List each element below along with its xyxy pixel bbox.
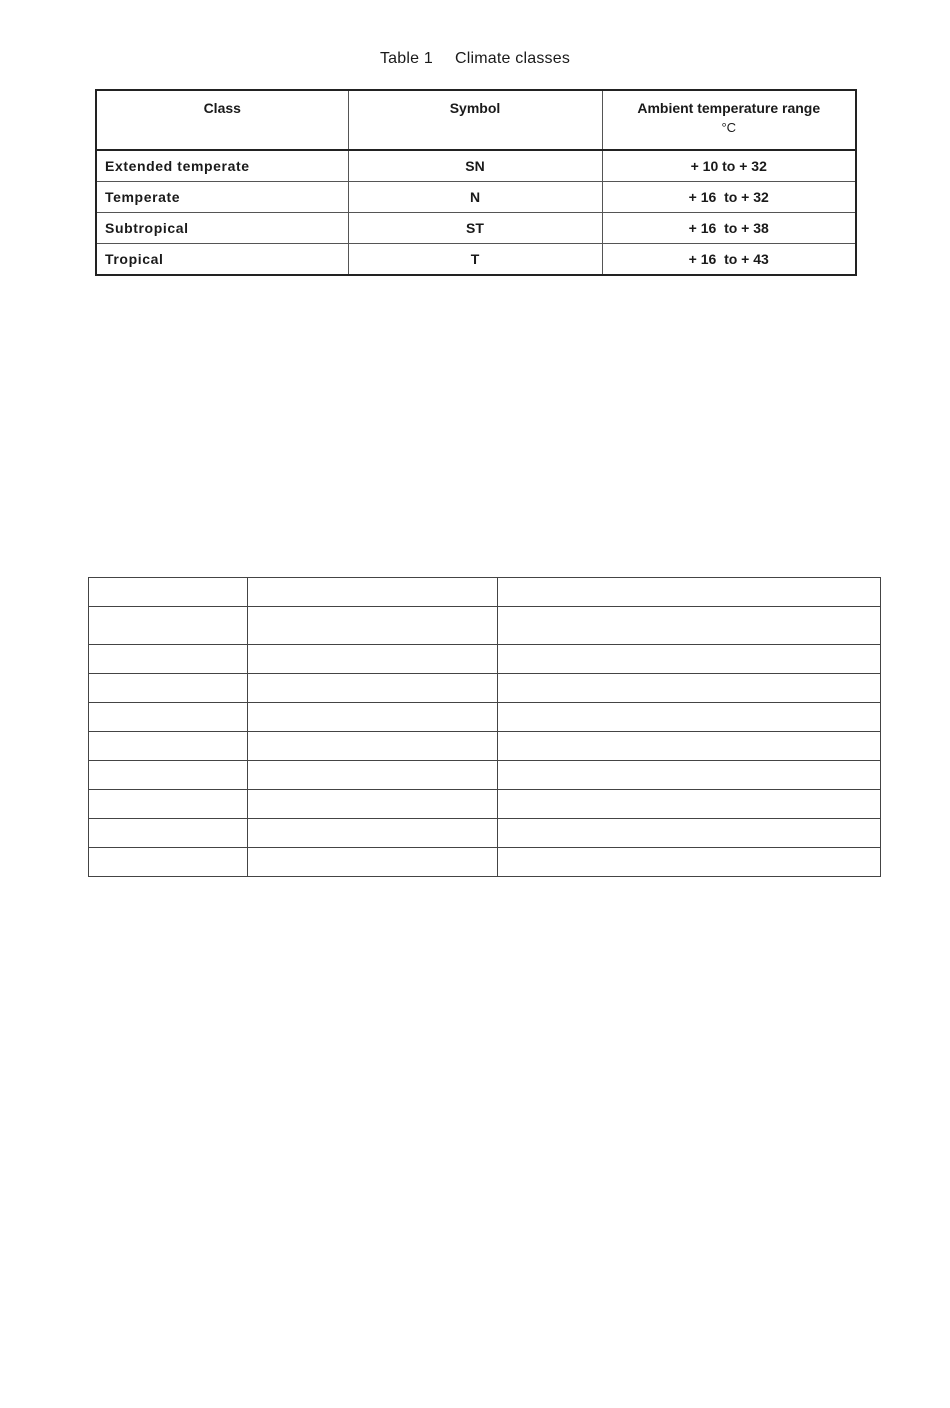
empty-cell bbox=[248, 819, 498, 848]
table-number: Table 1 bbox=[379, 50, 433, 67]
empty-cell bbox=[498, 674, 881, 703]
table-row bbox=[89, 607, 881, 645]
table-row bbox=[89, 790, 881, 819]
cell-class: Tropical bbox=[96, 244, 348, 276]
table-row bbox=[96, 150, 856, 182]
empty-cell bbox=[89, 607, 248, 645]
cell-symbol: SN bbox=[348, 150, 602, 182]
table-row bbox=[89, 732, 881, 761]
empty-cell bbox=[89, 674, 248, 703]
header-class: Class bbox=[96, 90, 348, 150]
cell-range: + 10 to + 32 bbox=[602, 150, 856, 182]
table-row bbox=[89, 674, 881, 703]
empty-cell bbox=[89, 578, 248, 607]
header-range-label: Ambient temperature range bbox=[637, 100, 821, 116]
table-caption bbox=[0, 50, 950, 68]
table-row bbox=[89, 848, 881, 877]
empty-cell bbox=[248, 607, 498, 645]
empty-cell bbox=[89, 732, 248, 761]
empty-cell bbox=[89, 761, 248, 790]
empty-cell bbox=[498, 819, 881, 848]
empty-cell bbox=[248, 761, 498, 790]
empty-cell bbox=[498, 761, 881, 790]
empty-cell bbox=[498, 578, 881, 607]
table-row bbox=[89, 761, 881, 790]
empty-cell bbox=[89, 848, 248, 877]
empty-cell bbox=[248, 645, 498, 674]
header-range bbox=[602, 90, 856, 150]
cell-class: Subtropical bbox=[96, 213, 348, 244]
table-row bbox=[96, 182, 856, 213]
empty-cell bbox=[248, 790, 498, 819]
table-row bbox=[89, 645, 881, 674]
empty-cell bbox=[89, 645, 248, 674]
cell-symbol: ST bbox=[348, 213, 602, 244]
empty-cell bbox=[498, 703, 881, 732]
empty-cell bbox=[248, 674, 498, 703]
empty-cell bbox=[498, 790, 881, 819]
empty-cell bbox=[248, 732, 498, 761]
table-row bbox=[89, 578, 881, 607]
empty-cell bbox=[89, 703, 248, 732]
table-row bbox=[89, 819, 881, 848]
cell-range: + 16 to + 32 bbox=[602, 182, 856, 213]
cell-range: + 16 to + 43 bbox=[602, 244, 856, 276]
table-row bbox=[96, 213, 856, 244]
empty-cell bbox=[89, 819, 248, 848]
empty-cell bbox=[498, 732, 881, 761]
cell-symbol: N bbox=[348, 182, 602, 213]
table-row bbox=[96, 244, 856, 276]
blank-table bbox=[88, 577, 881, 877]
climate-classes-table bbox=[95, 89, 857, 276]
empty-cell bbox=[248, 848, 498, 877]
cell-class: Temperate bbox=[96, 182, 348, 213]
empty-cell bbox=[89, 790, 248, 819]
table-title: Climate classes bbox=[454, 50, 571, 67]
empty-cell bbox=[498, 645, 881, 674]
header-symbol: Symbol bbox=[348, 90, 602, 150]
header-row bbox=[96, 90, 856, 150]
table-row bbox=[89, 703, 881, 732]
empty-cell bbox=[248, 578, 498, 607]
empty-cell bbox=[498, 848, 881, 877]
header-range-unit: °C bbox=[721, 120, 737, 135]
cell-class: Extended temperate bbox=[96, 150, 348, 182]
cell-range: + 16 to + 38 bbox=[602, 213, 856, 244]
empty-cell bbox=[248, 703, 498, 732]
cell-symbol: T bbox=[348, 244, 602, 276]
empty-cell bbox=[498, 607, 881, 645]
